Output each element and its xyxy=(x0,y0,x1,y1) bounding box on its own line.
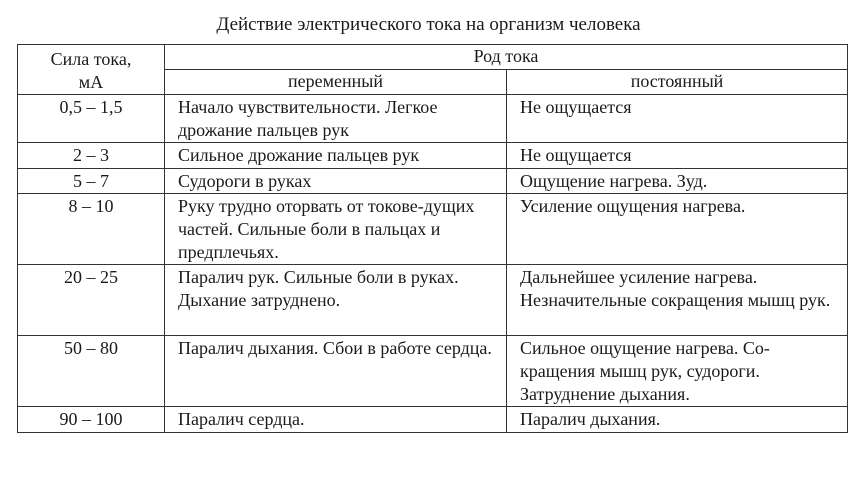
dc-effect-cell: Не ощущается xyxy=(507,95,848,143)
current-range-cell: 0,5 – 1,5 xyxy=(18,95,165,143)
dc-effect-cell: Дальнейшее усиление нагрева. Незначительные сокращения мышц рук. xyxy=(507,265,848,336)
table-row xyxy=(18,265,848,336)
header-current-kind: Род тока xyxy=(165,45,848,70)
current-range-cell: 50 – 80 xyxy=(18,336,165,407)
ac-effect-cell: Паралич сердца. xyxy=(165,407,507,433)
table-row xyxy=(18,407,848,433)
header-current-unit: мА xyxy=(78,72,104,92)
header-ac: переменный xyxy=(165,70,507,95)
current-range-cell: 5 – 7 xyxy=(18,169,165,194)
table-row xyxy=(18,336,848,407)
table-row xyxy=(18,143,848,169)
current-range-cell: 90 – 100 xyxy=(18,407,165,433)
electric-current-effects-table xyxy=(17,44,848,433)
header-current-label: Сила тока, xyxy=(50,49,132,69)
table-row xyxy=(18,194,848,265)
dc-effect-cell: Паралич дыхания. xyxy=(507,407,848,433)
dc-effect-cell: Усиление ощущения нагрева. xyxy=(507,194,848,265)
dc-effect-cell: Сильное ощущение нагрева. Со-кращения мышц рук, судороги. Затруднение дыхания. xyxy=(507,336,848,407)
ac-effect-cell: Паралич рук. Сильные боли в руках. Дыхание затруднено. xyxy=(165,265,507,336)
header-current-strength xyxy=(18,45,165,95)
ac-effect-cell: Сильное дрожание пальцев рук xyxy=(165,143,507,169)
dc-effect-cell: Ощущение нагрева. Зуд. xyxy=(507,169,848,194)
current-range-cell: 8 – 10 xyxy=(18,194,165,265)
table-row xyxy=(18,169,848,194)
ac-effect-cell: Начало чувствительности. Легкое дрожание пальцев рук xyxy=(165,95,507,143)
ac-effect-cell: Паралич дыхания. Сбои в работе сердца. xyxy=(165,336,507,407)
ac-effect-cell: Судороги в руках xyxy=(165,169,507,194)
page-title: Действие электрического тока на организм человека xyxy=(216,14,641,35)
ac-effect-cell: Руку трудно оторвать от токове-дущих частей. Сильные боли в пальцах и предплечьях. xyxy=(165,194,507,265)
table-row xyxy=(18,95,848,143)
current-range-cell: 2 – 3 xyxy=(18,143,165,169)
header-dc: постоянный xyxy=(507,70,848,95)
current-range-cell: 20 – 25 xyxy=(18,265,165,336)
dc-effect-cell: Не ощущается xyxy=(507,143,848,169)
